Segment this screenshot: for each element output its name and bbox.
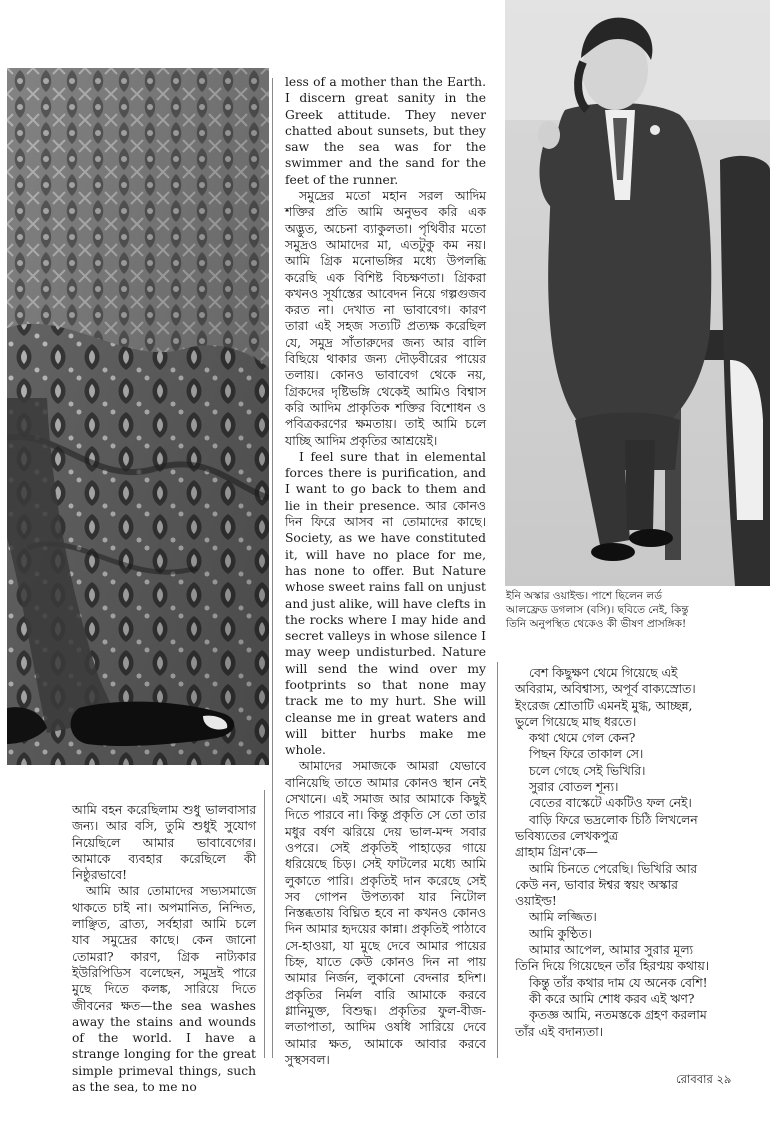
- poem-line: চলে গেছে সেই ভিখিরি।: [529, 763, 646, 778]
- poem-line: তিনি দিয়ে গিয়েছেন তাঁর হিরণ্ময় কথায়।: [515, 959, 710, 974]
- paragraph: আমি আর তোমাদের সভ্যসমাজে থাকতে চাই না। অপমানিত, নিন্দিত, লাঞ্ছিত, ব্রাত্য, সর্বহারা আমি চলে যাব সমুদ্রের কাছে। কেন জানো তোমরা? কারণ, গ্রিক নাট্যকার ইউরিপিডিস বলেছেন, সমুদ্রই পারে মুছে দিতে কলঙ্ক, সারিয়ে দিতে জীবনের ক্ষত—the sea washes away the stains and wounds of the world. I have a strange longing for the great simple primeval things, such as the sea, to me no: [72, 884, 256, 1095]
- paragraph: less of a mother than the Earth. I discern great sanity in the Greek attitude. They never chatted about sunsets, but they saw the sea was for the swimmer and the sand for the feet of the runner.: [285, 75, 486, 187]
- column-rule-middle: [272, 78, 273, 1058]
- paragraph: I feel sure that in elemental forces there is purification, and I want to go back to them and lie in their presence. আর কোনও দিন ফিরে আসব না তোমাদের কাছে। Society, as we have constituted it, will have no place for me, has none to offer. But Nature whose sweet rains fall on unjust and just alike, will have clefts in the rocks where I may hide and secret valleys in whose silence I may weep undisturbed. Nature will send the wind over my footprints so that none may track me to my hurt. She will cleanse me in great waters and will bitter hurbs make me whole.: [285, 449, 486, 758]
- poem-line: বাড়ি ফিরে ভদ্রলোক চিঠি লিখলেন: [529, 812, 698, 827]
- poem-line: আমি লজ্জিত।: [529, 910, 597, 925]
- left-column-text: [72, 802, 256, 1095]
- poem-line: ইংরেজ শ্রোতাটি এমনই মুগ্ধ, আচ্ছন্ন,: [515, 698, 693, 713]
- poem-line: গ্রাহাম গ্রিন'কে—: [515, 845, 598, 860]
- paragraph: সমুদ্রের মতো মহান সরল আদিম শক্তির প্রতি আমি অনুভব করি এক অদ্ভুত, অচেনা ব্যাকুলতা। পৃথিবীর মতো সমুদ্রও আমাদের মা, এতটুকু কম নয়। আমি গ্রিক মনোভঙ্গির মধ্যে উপলব্ধি করেছি এক বিশিষ্ট বিচক্ষণতা। গ্রিকরা কখনও সূর্যাস্তের আবেদন নিয়ে গল্পগুজব করত না। দেখাত না ভাবাবেগ। কারণ তারা এই সহজ সত্যটি প্রত্যক্ষ করেছিল যে, সমুদ্র সাঁতারুদের জন্য আর বালি বিছিয়ে থাকার জন্য দৌড়বীরের পায়ের তলায়। কোনও ভাবাবেগ থেকে নয়, গ্রিকদের দৃষ্টিভঙ্গি থেকেই আমিও বিশ্বাস করি আদিম প্রাকৃতিক শক্তির বিশোধন ও পবিত্রকরণের ক্ষমতায়। তাই আমি চলে যাচ্ছি আদিম প্রকৃতির আশ্রয়েই।: [285, 189, 486, 448]
- caption-line: তিনি অনুপস্থিত থেকেও কী ভীষণ প্রাসঙ্গিক!: [506, 618, 687, 630]
- poem-line: ভুলে গিয়েছে মাছ ধরতে।: [515, 714, 637, 729]
- poem-line: কেউ নন, ভাবার ঈশ্বর স্বয়ং অস্কার: [515, 877, 678, 892]
- right-photo-art: [505, 0, 770, 586]
- paragraph: আমাদের সমাজকে আমরা যেভাবে বানিয়েছি তাতে আমার কোনও স্থান নেই সেখানে। এই সমাজ আর আমাকে কিছুই দিতে পারবে না। কিন্তু প্রকৃতি সে তো তার মধুর বর্ষণ ঝরিয়ে দেয় ভাল-মন্দ সবার ওপরে। সেই প্রকৃতিই পাহাড়ের গায়ে ধরিয়েছে চিড়। সেই ফাটলের মধ্যে আমি লুকাতে পারি। প্রকৃতিই দান করেছে সেই সব গোপন উপত্যকা যার নিটোল নিস্তব্ধতায় বিঘ্নিত হবে না কখনও কোনও দিন আমার হৃদয়ের কান্না। প্রকৃতিই পাঠাবে সে-হাওয়া, যা মুছে দেবে আমার পায়ের চিহ্ন, যাতে কেউ কোনও দিন না পায় আমার নির্জন, লুকানো বেদনার হদিশ। প্রকৃতির নির্মল বারি আমাকে করবে গ্লানিমুক্ত, বিশুদ্ধ। প্রকৃতির ফুল-বীজ-লতাপাতা, আদিম ওষধি সারিয়ে দেবে আমার ক্ষত, আমাকে আবার করবে সুস্থসবল।: [285, 759, 486, 1067]
- poem-line: বেতের বাস্কেটে একটিও ফল নেই।: [529, 796, 692, 811]
- poem-line: কী করে আমি শোধ করব এই ঋণ?: [529, 991, 695, 1006]
- poem-line: তাঁর এই বদান্যতা।: [515, 1024, 604, 1039]
- page-folio: রোববার ২৯: [676, 1072, 732, 1086]
- column-rule-left: [264, 790, 265, 1058]
- poem-line: অবিরাম, অবিশ্বাস্য, অপূর্ব বাক্যস্রোত।: [515, 682, 696, 697]
- poem-line: বেশ কিছুক্ষণ থেমে গিয়েছে এই: [529, 666, 678, 680]
- caption-line: ইনি অস্কার ওয়াইল্ড। পাশে ছিলেন লর্ড: [506, 590, 662, 602]
- poem-line: আমি কুণ্ঠিত।: [529, 926, 592, 941]
- poem-line: ওয়াইল্ড!: [515, 894, 557, 909]
- poem-block: [515, 665, 765, 1040]
- poem-line: সুরার বোতল শূন্য।: [529, 780, 619, 795]
- poem-line: কিন্তু তাঁর কথার দাম যে অনেক বেশি!: [529, 975, 708, 990]
- poem-line: পিছন ফিরে তাকাল সে।: [529, 747, 644, 762]
- left-photo: [7, 68, 269, 765]
- poem-line: আমার আপেল, আমার সুরার মূল্য: [529, 943, 694, 958]
- poem-line: ভবিষ্যতের লেখকপুত্র: [515, 828, 618, 843]
- caption-line: আলফ্রেড ডগলাস (বসি)। ছবিতে নেই, কিন্তু: [506, 604, 689, 616]
- paragraph: আমি বহন করেছিলাম শুধু ভালবাসার জন্য। আর বসি, তুমি শুধুই সুযোগ নিয়েছিলে আমার ভাবাবেগের। আমাকে ব্যবহার করেছিলে কী নিষ্ঠুরভাবে!: [72, 803, 256, 883]
- middle-column-text: [285, 74, 486, 1068]
- photo-caption: [506, 589, 768, 631]
- right-photo: [505, 0, 770, 586]
- poem-line: কথা থেমে গেল কেন?: [529, 731, 636, 746]
- left-photo-art: [7, 68, 269, 765]
- poem-line: কৃতজ্ঞ আমি, নতমস্তকে গ্রহণ করলাম: [529, 1008, 707, 1023]
- column-rule-right: [497, 662, 498, 1058]
- poem-line: আমি চিনতে পেরেছি। ভিখিরি আর: [529, 861, 698, 876]
